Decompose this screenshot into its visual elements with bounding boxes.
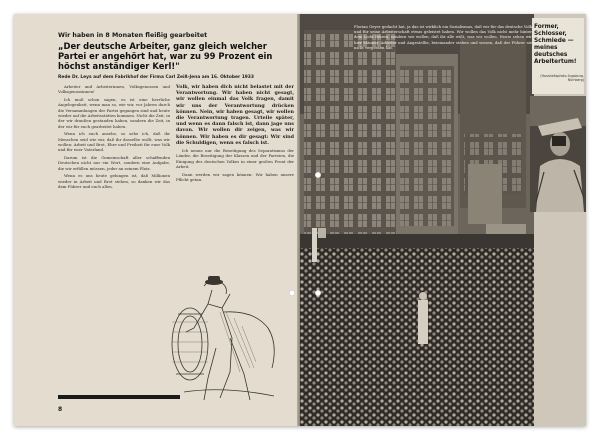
worker-inset-photo bbox=[530, 96, 586, 212]
speech-subline: Rede Dr. Leys auf dem Fabrikhof der Firma Carl Zeiß-Jena am 16. Oktober 1933 bbox=[58, 75, 254, 80]
text-column-left bbox=[58, 84, 170, 356]
kicker: Wir haben in 8 Monaten fleißig gearbeitet bbox=[58, 32, 208, 39]
paragraph: Ich nenne nur die Beseitigung des Separatismus der Länder, die Beseitigung der Klassen und der Parteien, die Einigung des deutschen Volkes in einer großen Front der Arbeit. bbox=[176, 148, 294, 170]
binding-hole bbox=[289, 290, 295, 296]
paragraph: Arbeiter und Arbeiterinnen, Volksgenossen und Volksgenossinnen! bbox=[58, 84, 170, 95]
binding-hole bbox=[315, 172, 321, 178]
caption-title: Former, Schlosser, Schmiede — meines deutsches Arbeitertum! bbox=[534, 24, 577, 65]
paragraph: Darum ist die Gemeinschaft aller schaffenden Deutschen nicht nur ein Wort, sondern eine Aufgabe, die wir erfüllen müssen, jeder an seinem Platz. bbox=[58, 154, 170, 171]
black-rule bbox=[58, 395, 180, 399]
page-number: 8 bbox=[58, 406, 63, 413]
headline: „Der deutsche Arbeiter, ganz gleich welcher Partei er angehört hat, war zu 99 Prozent ein höchst anständiger Kerl!" bbox=[58, 41, 273, 71]
paragraph: Ich muß schon sagen, es ist eine herrliche Angelegenheit, wenn man so, wie wir, vor Jahren durch die Versammlungen der Partei gegangen sind und heute wieder auf die Arbeitsstätten kommen. Nicht die Zeit, in der wir draußen gestanden haben, sondern die Zeit, in der wir für euch gearbeitet haben. bbox=[58, 96, 170, 129]
paragraph: Wenn es uns heute gelungen ist, daß Millionen wieder in Arbeit und Brot stehen, so danken wir das dem Führer und euch allen. bbox=[58, 173, 170, 189]
binding-hole bbox=[315, 290, 321, 296]
right-page bbox=[300, 14, 586, 426]
photo-credit: (Haushaltsphoto Augsburg-Nürnberg) bbox=[540, 74, 584, 82]
worker-sketch-illustration bbox=[164, 252, 294, 402]
paragraph: Wenn ich euch ansehe, so sehe ich, daß ihr Menschen seid wie wir, daß ihr dasselbe wollt, was wir wollen: Arbeit und Brot, Ehre und Freiheit für euer Volk und für euer Vaterland. bbox=[58, 131, 170, 153]
left-page bbox=[14, 14, 300, 426]
emphasis-paragraph: Volk, wir haben dich nicht belastet mit der Verantwortung. Wir haben nicht gesagt, wir wollen einmal das Volk fragen, damit wir uns der Verantwortung drücken können. Nein, wir haben gesagt, wir wollen die Verantwortung tragen. Urteile später, und wenn es dann falsch ist, dann jage uns davon. Wir wollen dir zeigen, was wir können. Wir haben es dir gesagt: Wir sind die Schuldigen, wenn es falsch ist. bbox=[176, 84, 294, 146]
photo-overlay-text bbox=[354, 24, 532, 104]
overlay-paragraph: Florian Geyer gedacht hat, ja das ist wirklich ein Sozialismus, daß wir für das deutsche Volk und für seine Arbeiterschaft etwas geleistet haben. Wir wollen das Volk nicht mehr hinter dem Licht führen, sondern wir wollen, daß ihr alle wißt, was wir wollen. Heute sehen wir hier Männer, Arbeiter und Angestellte, beieinander stehen und wissen, daß der Führer sie nicht vergessen hat. bbox=[354, 24, 532, 50]
magazine-spread bbox=[14, 14, 586, 426]
paragraph: Dann werden wir sagen können: Wir haben unsere Pflicht getan. bbox=[176, 171, 294, 183]
